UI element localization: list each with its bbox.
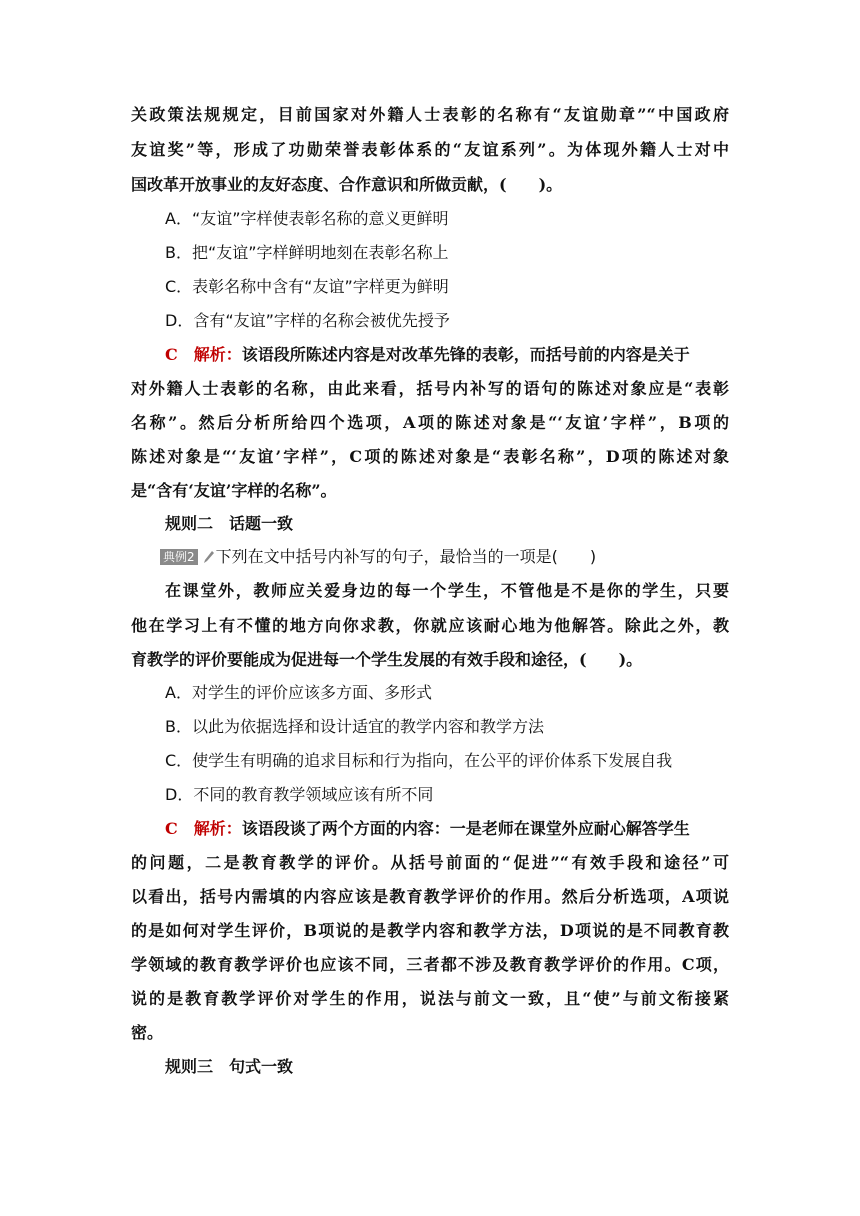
example2-line	[160, 547, 729, 567]
analysis1-line: 名称”。然后分析所给四个选项，A项的陈述对象是“‘友谊’字样”，B项的	[131, 413, 729, 432]
option-c: C．表彰名称中含有“友谊”字样更为鲜明	[165, 277, 449, 296]
analysis-label: 解析：	[193, 345, 242, 364]
option-b: B．以此为依据选择和设计适宜的教学内容和教学方法	[165, 717, 544, 736]
analysis1-first-line	[165, 345, 729, 365]
analysis-text: 该语段所陈述内容是对改革先锋的表彰，而括号前的内容是关于	[241, 345, 690, 364]
rule3-heading: 规则三 句式一致	[165, 1057, 294, 1076]
analysis2-first-line	[165, 819, 729, 839]
analysis1-line: 对外籍人士表彰的名称，由此来看，括号内补写的语句的陈述对象应是“表彰	[131, 379, 729, 398]
analysis-label: 解析：	[193, 819, 242, 838]
answer-letter: C	[165, 819, 178, 838]
passage2-line: 育教学的评价要能成为促进每一个学生发展的有效手段和途径，( )。	[131, 650, 643, 669]
analysis2-line: 学领域的教育教学评价也应该不同，三者都不涉及教育教学评价的作用。C项，	[131, 955, 729, 974]
option-a: A．对学生的评价应该多方面、多形式	[165, 683, 432, 702]
passage1-line: 国改革开放事业的友好态度、合作意识和所做贡献，( )。	[131, 175, 563, 194]
option-c: C．使学生有明确的追求目标和行为指向，在公平的评价体系下发展自我	[165, 751, 673, 770]
analysis2-line: 密。	[131, 1023, 164, 1042]
analysis1-line: 陈述对象是“‘友谊’字样”，C项的陈述对象是“表彰名称”，D项的陈述对象	[131, 447, 729, 466]
passage2-line: 他在学习上有不懂的地方向你求教，你就应该耐心地为他解答。除此之外，教	[131, 616, 729, 635]
option-b: B．把“友谊”字样鲜明地刻在表彰名称上	[165, 243, 449, 262]
example2-question: 下列在文中括号内补写的句子，最恰当的一项是( )	[215, 547, 597, 566]
answer-letter: C	[165, 345, 178, 364]
passage1-line: 友谊奖”等，形成了功勋荣誉表彰体系的“友谊系列”。为体现外籍人士对中	[131, 140, 729, 159]
option-a: A．“友谊”字样使表彰名称的意义更鲜明	[165, 209, 449, 228]
analysis2-line: 以看出，括号内需填的内容应该是教育教学评价的作用。然后分析选项，A项说	[131, 887, 729, 906]
option-d: D．不同的教育教学领域应该有所不同	[165, 785, 434, 804]
analysis2-line: 的问题，二是教育教学的评价。从括号前面的“促进”“有效手段和途径”可	[131, 853, 729, 872]
rule2-heading: 规则二 话题一致	[165, 514, 294, 533]
example-badge: 典例2	[160, 549, 198, 565]
option-d: D．含有“友谊”字样的名称会被优先授予	[165, 311, 450, 330]
passage1-line: 关政策法规规定，目前国家对外籍人士表彰的名称有“友谊勋章”“中国政府	[131, 105, 729, 124]
analysis-text: 该语段谈了两个方面的内容：一是老师在课堂外应耐心解答学生	[241, 819, 690, 838]
analysis1-line: 是“含有‘友谊’字样的名称”。	[131, 481, 337, 500]
analysis2-line: 的是如何对学生评价，B项说的是教学内容和教学方法，D项说的是不同教育教	[131, 921, 729, 940]
analysis2-line: 说的是教育教学评价对学生的作用，说法与前文一致，且“使”与前文衔接紧	[131, 989, 729, 1008]
passage2-line: 在课堂外，教师应关爱身边的每一个学生，不管他是不是你的学生，只要	[165, 581, 729, 600]
pen-icon	[204, 551, 214, 563]
